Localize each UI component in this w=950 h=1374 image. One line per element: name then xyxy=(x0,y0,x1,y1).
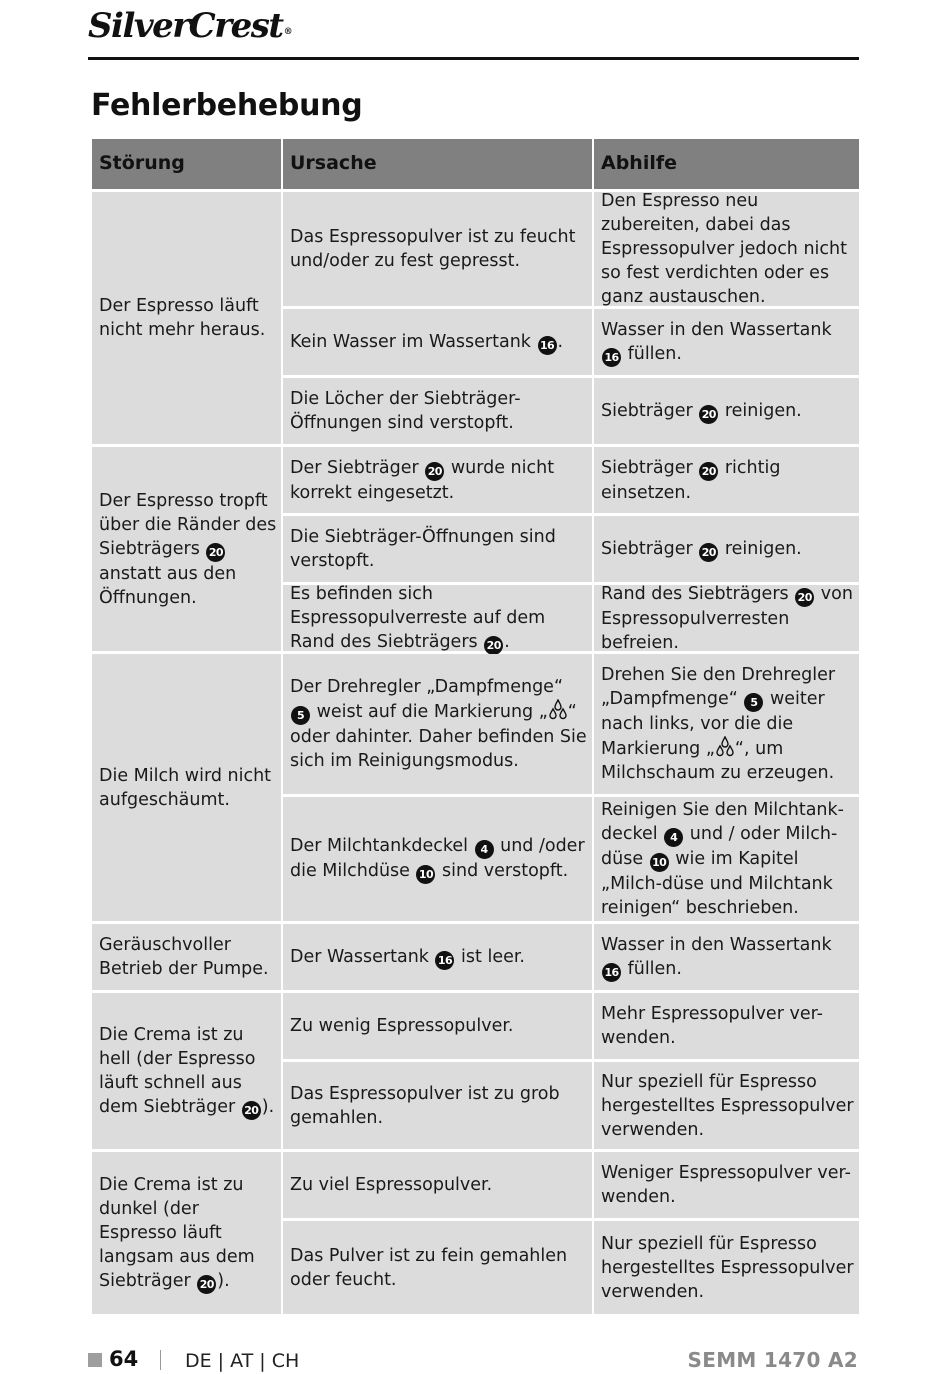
ursache-cell xyxy=(283,797,592,921)
table-header-cell xyxy=(594,139,859,189)
part-number-icon: 5 xyxy=(744,693,763,712)
ursache-cell xyxy=(283,924,592,990)
stoerung-cell xyxy=(92,654,281,921)
part-number-icon: 4 xyxy=(475,840,494,859)
ursache-cell-text: Die Löcher der Siebträger-Öffnungen sind verstopft. xyxy=(290,389,521,433)
abhilfe-cell xyxy=(594,924,859,990)
ursache-cell-text: Es befinden sich Espressopulverreste auf dem Rand des Siebträgers 20 . xyxy=(290,582,588,655)
footer-divider xyxy=(160,1350,161,1370)
stoerung-cell-text: Geräuschvoller Betrieb der Pumpe. xyxy=(99,935,269,979)
abhilfe-cell-text: Weniger Espressopulver ver-wenden. xyxy=(601,1163,851,1207)
ursache-cell-text: Der Drehregler „Dampfmenge“ 5 weist auf die Markierung „ “ oder dahinter. Daher befinden Sie sich im Reinigungsmodus. xyxy=(290,677,587,771)
header-rule xyxy=(88,57,859,60)
model-number: SEMM 1470 A2 xyxy=(687,1348,858,1372)
stoerung-cell xyxy=(92,447,281,651)
ursache-cell xyxy=(283,1152,592,1218)
part-number-icon: 16 xyxy=(435,951,454,970)
table-header-label: Abhilfe xyxy=(601,152,678,174)
ursache-cell xyxy=(283,585,592,651)
abhilfe-cell xyxy=(594,309,859,375)
ursache-cell-text: Zu wenig Espressopulver. xyxy=(290,1016,514,1036)
part-number-icon: 20 xyxy=(484,636,503,655)
stoerung-cell-text: Die Crema ist zu dunkel (der Espresso läuft langsam aus dem Siebträger 20 ). xyxy=(99,1173,277,1294)
table-header-cell xyxy=(283,139,592,189)
ursache-cell-text: Das Espressopulver ist zu grob gemahlen. xyxy=(290,1083,560,1128)
registered-mark: ® xyxy=(283,27,292,37)
abhilfe-cell-text: Reinigen Sie den Milchtank-deckel 4 und / oder Milch-düse 10 wie im Kapitel „Milch-düse und Milchtank reinigen“ beschrieben. xyxy=(601,800,844,918)
abhilfe-cell xyxy=(594,516,859,582)
ursache-cell-text: Der Siebträger 20 wurde nicht korrekt eingesetzt. xyxy=(290,457,555,503)
stoerung-cell-text: Die Crema ist zu hell (der Espresso läuft schnell aus dem Siebträger 20 ). xyxy=(99,1023,277,1120)
abhilfe-cell xyxy=(594,1062,859,1149)
abhilfe-cell-text: Drehen Sie den Drehregler „Dampfmenge“ 5 weiter nach links, vor die die Markierung „ “, um Milchschaum zu erzeugen. xyxy=(601,665,836,783)
abhilfe-cell-text: Den Espresso neu zubereiten, dabei das Espressopulver jedoch nicht so fest verdichten oder es ganz austauschen. xyxy=(601,191,847,307)
part-number-icon: 20 xyxy=(699,543,718,562)
abhilfe-cell xyxy=(594,585,859,651)
footer-languages: DE | AT | CH xyxy=(185,1350,300,1372)
ursache-cell xyxy=(283,1062,592,1149)
abhilfe-cell xyxy=(594,654,859,794)
ursache-cell xyxy=(283,309,592,375)
brand-logo: SilverCrest® xyxy=(88,6,292,46)
table-header-cell xyxy=(92,139,281,189)
ursache-cell xyxy=(283,192,592,306)
part-number-icon: 16 xyxy=(602,348,621,367)
abhilfe-cell xyxy=(594,993,859,1059)
abhilfe-cell xyxy=(594,797,859,921)
part-number-icon: 5 xyxy=(291,706,310,725)
stoerung-cell xyxy=(92,192,281,444)
ursache-cell-text: Das Pulver ist zu fein gemahlen oder feucht. xyxy=(290,1245,568,1290)
stoerung-cell xyxy=(92,924,281,990)
ursache-cell-text: Der Wassertank 16 ist leer. xyxy=(290,945,588,970)
abhilfe-cell xyxy=(594,378,859,444)
abhilfe-cell-text: Wasser in den Wassertank 16 füllen. xyxy=(601,933,855,982)
ursache-cell-text: Das Espressopulver ist zu feucht und/oder zu fest gepresst. xyxy=(290,227,576,271)
ursache-cell xyxy=(283,1221,592,1314)
ursache-cell-text: Die Siebträger-Öffnungen sind verstopft. xyxy=(290,527,556,571)
abhilfe-cell-text: Wasser in den Wassertank 16 füllen. xyxy=(601,318,855,367)
part-number-icon: 10 xyxy=(416,865,435,884)
page-title: Fehlerbehebung xyxy=(91,88,363,123)
abhilfe-cell xyxy=(594,447,859,513)
abhilfe-cell xyxy=(594,1221,859,1314)
abhilfe-cell-text: Nur speziell für Espresso hergestelltes Espressopulver verwenden. xyxy=(601,1233,854,1302)
table-header-label: Störung xyxy=(99,152,185,174)
ursache-cell xyxy=(283,516,592,582)
stoerung-cell-text: Der Espresso läuft nicht mehr heraus. xyxy=(99,296,266,340)
part-number-icon: 20 xyxy=(242,1101,261,1120)
ursache-cell-text: Kein Wasser im Wassertank 16 . xyxy=(290,330,588,355)
drops-icon xyxy=(548,699,568,721)
abhilfe-cell-text: Mehr Espressopulver ver-wenden. xyxy=(601,1004,823,1048)
abhilfe-cell xyxy=(594,1152,859,1218)
ursache-cell xyxy=(283,654,592,794)
stoerung-cell-text: Der Espresso tropft über die Ränder des Siebträgers 20 anstatt aus den Öffnungen. xyxy=(99,490,277,608)
part-number-icon: 16 xyxy=(538,336,557,355)
abhilfe-cell-text: Siebträger 20 reinigen. xyxy=(601,399,855,424)
part-number-icon: 16 xyxy=(602,963,621,982)
part-number-icon: 4 xyxy=(664,828,683,847)
part-number-icon: 20 xyxy=(197,1275,216,1294)
abhilfe-cell-text: Siebträger 20 richtig einsetzen. xyxy=(601,457,781,503)
ursache-cell-text: Zu viel Espressopulver. xyxy=(290,1175,493,1195)
table-header-label: Ursache xyxy=(290,152,377,174)
part-number-icon: 10 xyxy=(650,853,669,872)
ursache-cell xyxy=(283,378,592,444)
stoerung-cell xyxy=(92,1152,281,1314)
page-number: 64 xyxy=(109,1347,139,1371)
page-footer xyxy=(0,1347,950,1374)
stoerung-cell xyxy=(92,993,281,1149)
abhilfe-cell-text: Nur speziell für Espresso hergestelltes Espressopulver verwenden. xyxy=(601,1071,854,1140)
stoerung-cell-text: Die Milch wird nicht aufgeschäumt. xyxy=(99,765,272,810)
part-number-icon: 20 xyxy=(425,462,444,481)
ursache-cell xyxy=(283,447,592,513)
footer-square-icon xyxy=(88,1353,102,1367)
part-number-icon: 20 xyxy=(206,543,225,562)
abhilfe-cell-text: Rand des Siebträgers 20 von Espressopulverresten befreien. xyxy=(601,583,853,653)
abhilfe-cell-text: Siebträger 20 reinigen. xyxy=(601,537,855,562)
part-number-icon: 20 xyxy=(699,462,718,481)
drops-icon xyxy=(715,736,735,758)
part-number-icon: 20 xyxy=(795,588,814,607)
ursache-cell xyxy=(283,993,592,1059)
abhilfe-cell xyxy=(594,192,859,306)
part-number-icon: 20 xyxy=(699,405,718,424)
ursache-cell-text: Der Milchtankdeckel 4 und /oder die Milchdüse 10 sind verstopft. xyxy=(290,834,588,884)
